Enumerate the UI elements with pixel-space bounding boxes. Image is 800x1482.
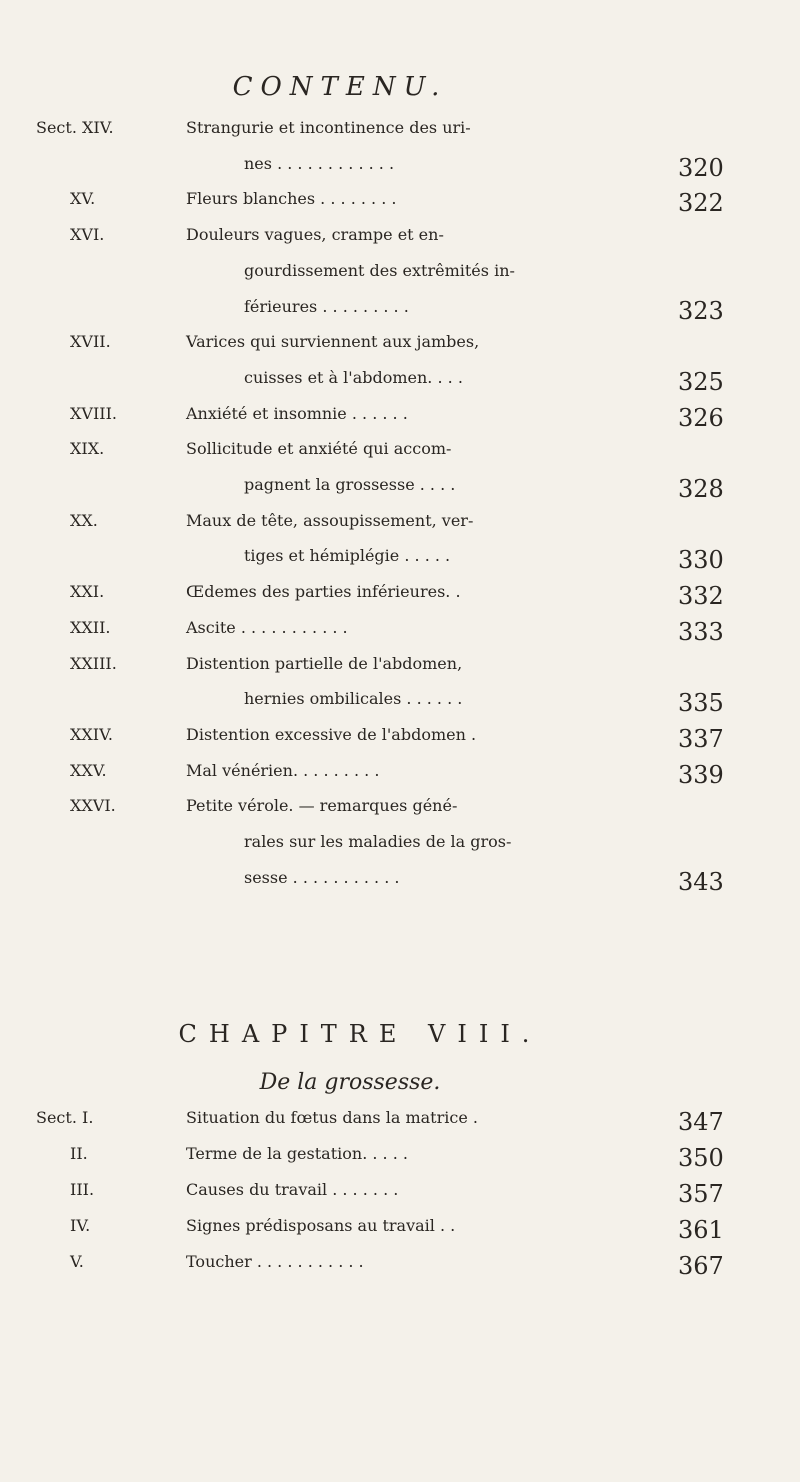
section-title-line: nes . . . . . . . . . . . .	[244, 153, 395, 173]
section-number: XV.	[70, 189, 96, 209]
page-number: 343	[678, 867, 724, 896]
section-title-line: Douleurs vagues, crampe et en-	[186, 225, 444, 245]
page-number: 333	[678, 617, 724, 646]
page-number: 361	[678, 1216, 724, 1244]
section-number: III.	[70, 1180, 95, 1199]
section-title-line: Toucher . . . . . . . . . . .	[186, 1252, 364, 1271]
section-title-line: Varices qui surviennent aux jambes,	[186, 332, 480, 352]
section-title-line: férieures . . . . . . . . .	[244, 296, 409, 316]
page-number: 337	[678, 724, 724, 753]
section-number: II.	[70, 1144, 88, 1163]
page-number: 350	[678, 1144, 724, 1172]
page-number: 322	[678, 189, 724, 218]
section-title-line: sesse . . . . . . . . . . .	[244, 867, 400, 887]
section-title-line: Causes du travail . . . . . . .	[186, 1180, 399, 1199]
section-number: XXVI.	[70, 796, 116, 816]
section-title-line: Distention excessive de l'abdomen .	[186, 724, 477, 744]
section-title-line: pagnent la grossesse . . . .	[244, 475, 456, 494]
section-title-line: Situation du fœtus dans la matrice .	[186, 1108, 478, 1127]
section-number: Sect. XIV.	[36, 118, 114, 137]
chapter-heading: CHAPITRE VIII.	[178, 1020, 542, 1048]
section-title-line: gourdissement des extrêmités in-	[244, 260, 515, 280]
page-number: 323	[678, 296, 724, 325]
section-title-line: cuisses et à l'abdomen. . . .	[244, 367, 463, 387]
page-number: 367	[678, 1252, 724, 1280]
section-title-line: tiges et hémiplégie . . . . .	[244, 546, 451, 566]
section-title-line: Mal vénérien. . . . . . . . .	[186, 760, 380, 780]
section-title-line: Œdemes des parties inférieures. .	[186, 582, 461, 602]
section-title-line: Strangurie et incontinence des uri-	[186, 118, 471, 137]
page-number: 328	[678, 475, 724, 503]
section-number: XXV.	[70, 760, 107, 780]
section-title-line: Sollicitude et anxiété qui accom-	[186, 439, 452, 459]
section-title-line: hernies ombilicales . . . . . .	[244, 689, 463, 709]
section-title-line: Anxiété et insomnie . . . . . .	[186, 403, 408, 423]
section-title-line: Fleurs blanches . . . . . . . .	[186, 189, 397, 209]
section-number: XXI.	[70, 582, 105, 602]
page-number: 357	[678, 1180, 724, 1208]
section-number: XXII.	[70, 617, 111, 637]
section-number: XXIV.	[70, 724, 113, 744]
page-number: 332	[678, 582, 724, 611]
page-number: 320	[678, 153, 724, 182]
section-title-line: Signes prédisposans au travail . .	[186, 1216, 456, 1235]
section-title-line: Ascite . . . . . . . . . . .	[186, 617, 348, 637]
section-number: Sect. I.	[36, 1108, 94, 1127]
page-number: 347	[678, 1108, 724, 1136]
page-number: 335	[678, 689, 724, 718]
section-number: XVI.	[70, 225, 105, 245]
page-number: 330	[678, 546, 724, 575]
section-title-line: Maux de tête, assoupissement, ver-	[186, 510, 474, 530]
section-title-line: Petite vérole. — remarques géné-	[186, 796, 458, 816]
section-number: XVIII.	[70, 403, 117, 423]
chapter-subtitle: De la grossesse.	[259, 1070, 441, 1095]
page-number: 326	[678, 403, 724, 432]
section-number: XX.	[70, 510, 98, 530]
section-number: IV.	[70, 1216, 91, 1235]
section-title-line: Terme de la gestation. . . . .	[186, 1144, 408, 1163]
page-number: 339	[678, 760, 724, 789]
section-number: V.	[70, 1252, 84, 1271]
section-title-line: Distention partielle de l'abdomen,	[186, 653, 463, 673]
page-number: 325	[678, 367, 724, 396]
running-head: CONTENU.	[232, 72, 448, 102]
section-number: XVII.	[70, 332, 111, 352]
section-number: XIX.	[70, 439, 105, 459]
section-number: XXIII.	[70, 653, 117, 673]
section-title-line: rales sur les maladies de la gros-	[244, 832, 512, 851]
